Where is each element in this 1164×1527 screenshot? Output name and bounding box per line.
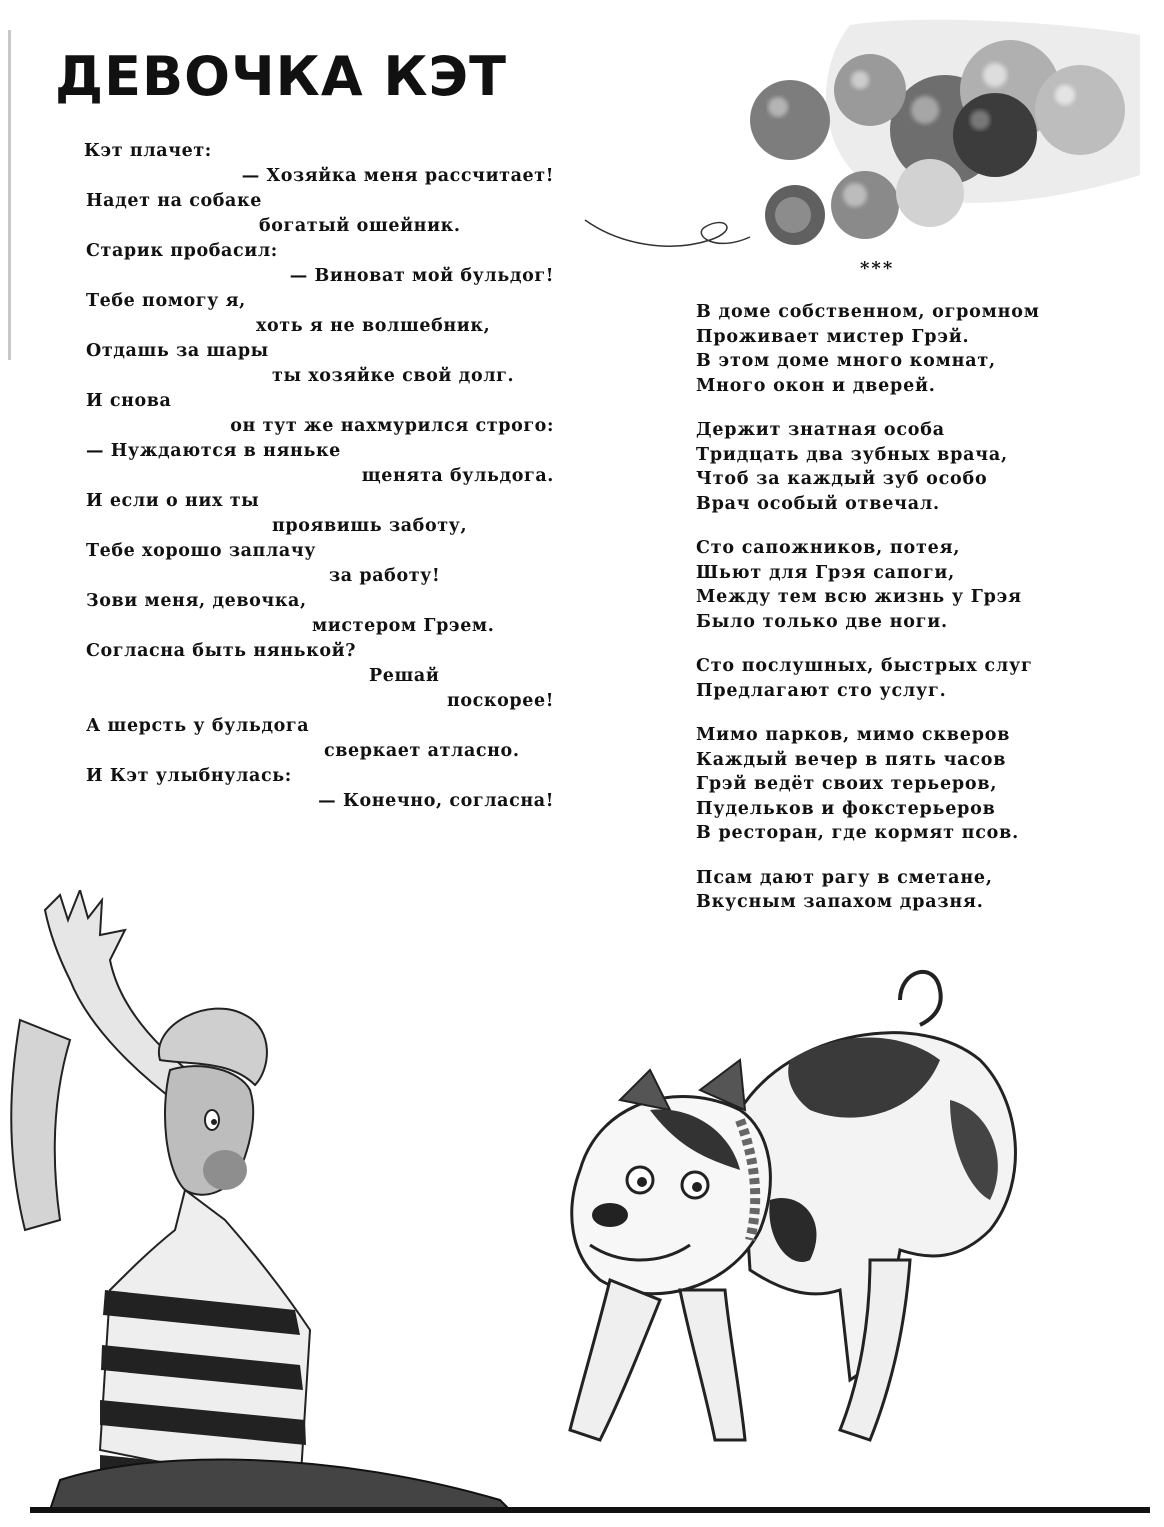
poem-line: Кэт плачет:: [84, 141, 212, 161]
poem-line: И Кэт улыбнулась:: [86, 766, 292, 786]
page-edge: [8, 30, 11, 360]
poem-line: Тебе помогу я,: [86, 291, 246, 311]
poem-line: за работу!: [329, 566, 441, 586]
stanza: [696, 536, 1116, 634]
poem-line: Предлагают сто услуг.: [696, 680, 947, 701]
poem-line: Чтоб за каждый зуб особо: [696, 469, 988, 489]
poem-line: — Виноват мой бульдог!: [289, 266, 554, 286]
poem-line: Отдашь за шары: [86, 341, 269, 361]
section-mark: ***: [860, 258, 895, 279]
poem-line: Грэй ведёт своих терьеров,: [696, 774, 998, 794]
poem-line: Шьют для Грэя сапоги,: [696, 562, 956, 583]
balloons-illustration: [580, 15, 1150, 265]
stanza: [696, 654, 1116, 703]
poem-line: Было только две ноги.: [696, 611, 948, 632]
poem-line: И если о них ты: [86, 491, 260, 511]
poem-line: Много окон и дверей.: [696, 375, 936, 396]
poem-line: — Нуждаются в няньке: [86, 441, 341, 461]
bottom-rule: [30, 1507, 1150, 1513]
poem-line: Псам дают рагу в сметане,: [696, 867, 993, 888]
poem-line: Между тем всю жизнь у Грэя: [696, 587, 1022, 607]
poem-line: Сто сапожников, потея,: [696, 538, 961, 558]
poem-line: Надет на собаке: [86, 191, 262, 211]
poem-line: сверкает атласно.: [324, 741, 520, 761]
poem-line: ты хозяйке свой долг.: [272, 366, 515, 386]
poem-line: Каждый вечер в пять часов: [696, 749, 1007, 770]
poem-line: щенята бульдога.: [361, 466, 554, 486]
poem-line: богатый ошейник.: [259, 216, 461, 236]
stanza: [696, 418, 1116, 516]
poem-line: Сто послушных, быстрых слуг: [696, 656, 1033, 676]
poem-line: Врач особый отвечал.: [696, 493, 940, 514]
poem-line: В доме собственном, огромном: [696, 302, 1040, 322]
poem-line: мистером Грэем.: [312, 616, 495, 636]
poem-line: В этом доме много комнат,: [696, 351, 996, 371]
girl-illustration: [0, 890, 520, 1510]
stanza: [696, 300, 1116, 398]
poem-line: хоть я не волшебник,: [256, 316, 491, 336]
page-title: ДЕВОЧКА КЭТ: [55, 45, 508, 108]
poem-line: поскорее!: [446, 691, 554, 711]
poem-line: Зови меня, девочка,: [86, 591, 307, 611]
poem-line: Тебе хорошо заплачу: [86, 541, 317, 561]
stanza: [696, 866, 1116, 915]
poem-line: В ресторан, где кормят псов.: [696, 823, 1020, 843]
poem-line: Старик пробасил:: [86, 241, 278, 261]
poem-line: Держит знатная особа: [696, 420, 945, 440]
poem-line: А шерсть у бульдога: [86, 716, 310, 736]
bulldog-illustration: [540, 960, 1060, 1490]
poem-line: — Хозяйка меня рассчитает!: [241, 166, 554, 186]
poem-line: проявишь заботу,: [272, 516, 468, 536]
poem-line: — Конечно, согласна!: [318, 791, 554, 811]
poem-line: он тут же нахмурился строго:: [230, 416, 554, 436]
poem-line: И снова: [86, 391, 172, 411]
right-poem: [696, 300, 1116, 935]
poem-line: Вкусным запахом дразня.: [696, 892, 984, 912]
poem-line: Решай: [369, 666, 440, 686]
poem-line: Мимо парков, мимо скверов: [696, 725, 1011, 745]
poem-line: Проживает мистер Грэй.: [696, 326, 970, 347]
poem-line: Тридцать два зубных врача,: [696, 444, 1008, 465]
poem-line: Согласна быть нянькой?: [86, 641, 357, 661]
poem-line: Пудельков и фокстерьеров: [696, 798, 996, 819]
stanza: [696, 723, 1116, 846]
